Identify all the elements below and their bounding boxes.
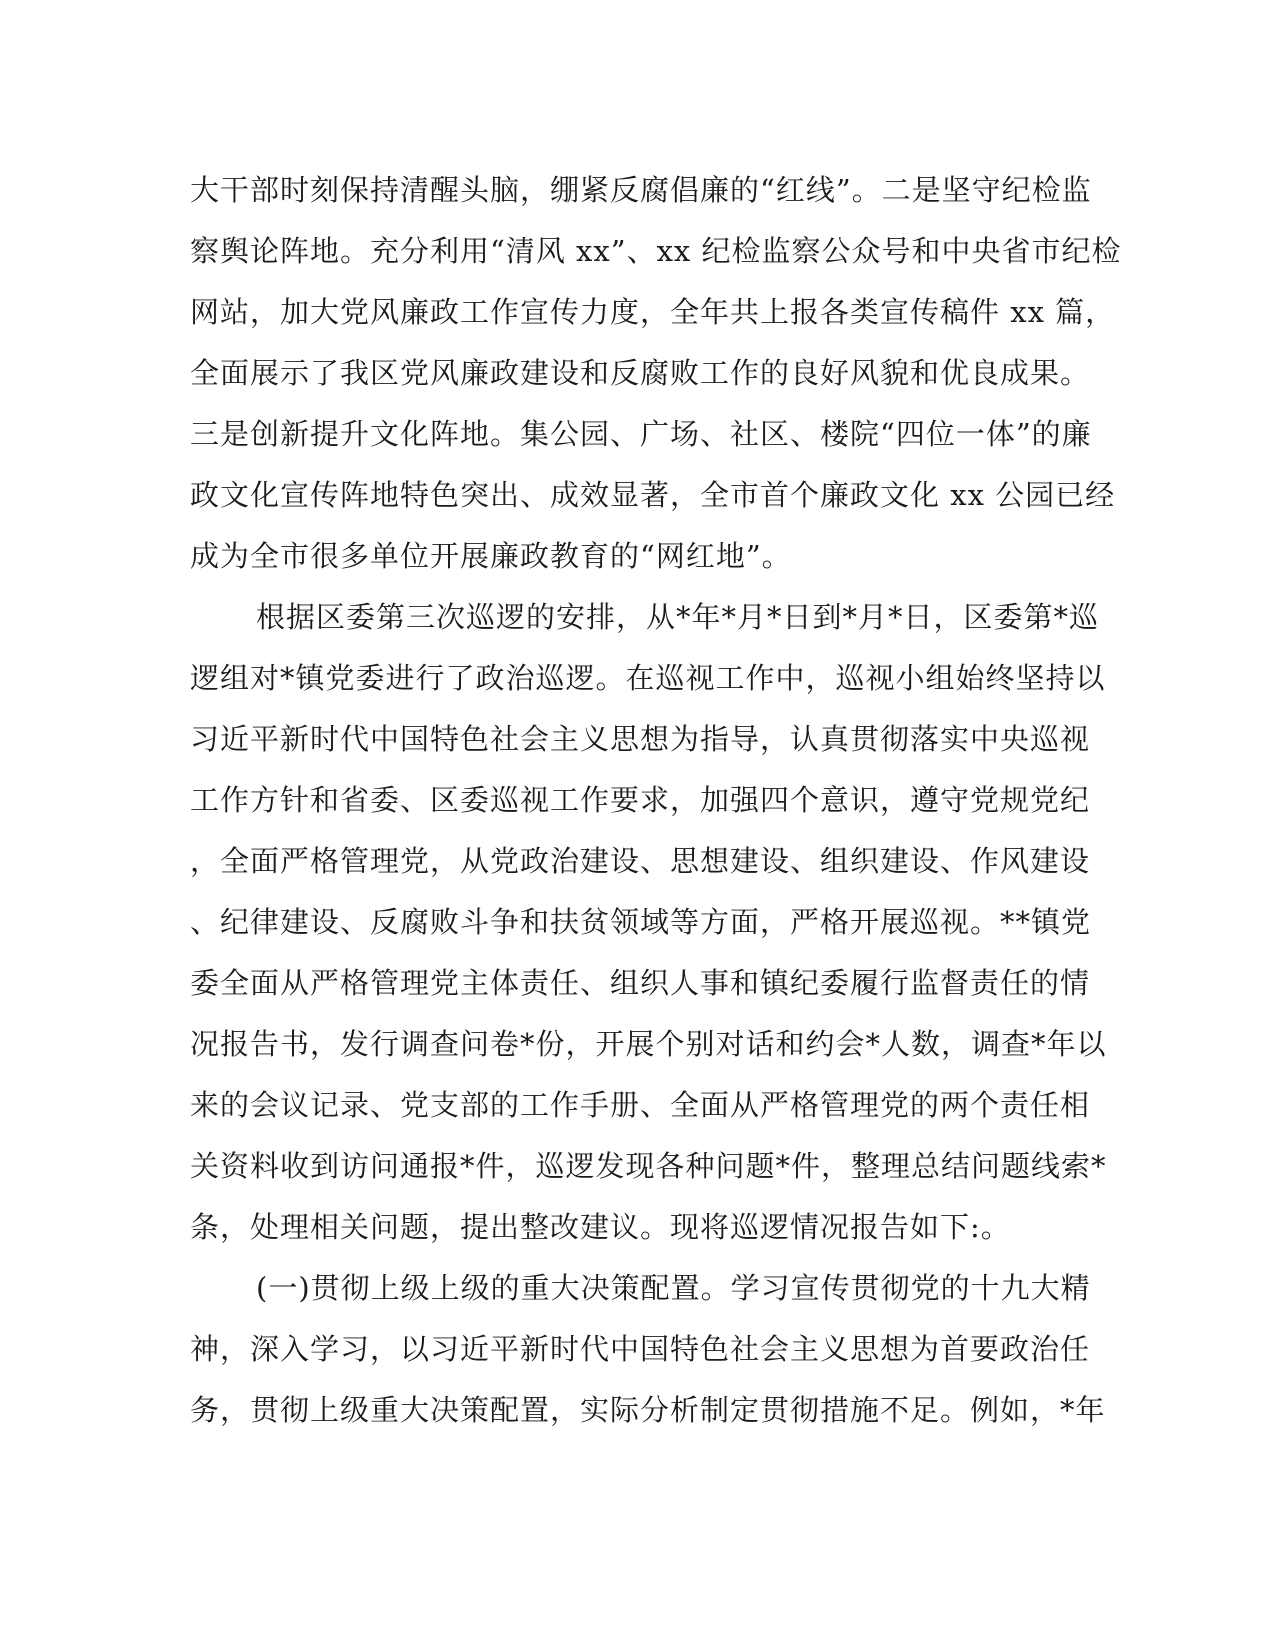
text-line: 成为全市很多单位开展廉政教育的“网红地”。	[190, 539, 792, 573]
text-line: 三是创新提升文化阵地。集公园、广场、社区、楼院“四位一体”的廉	[190, 417, 1092, 451]
text-line: 关资料收到访问通报*件，巡逻发现各种问题*件，整理总结问题线索*	[190, 1149, 1107, 1183]
paragraph-2	[190, 587, 1107, 1258]
text-line: 习近平新时代中国特色社会主义思想为指导，认真贯彻落实中央巡视	[190, 722, 1091, 756]
text-line: 根据区委第三次巡逻的安排，从*年*月*日到*月*日，区委第*巡	[256, 600, 1100, 634]
paragraph-1	[190, 160, 1122, 587]
text-line: 况报告书，发行调查问卷*份，开展个别对话和约会*人数，调查*年以	[190, 1027, 1107, 1061]
text-line: 委全面从严格管理党主体责任、组织人事和镇纪委履行监督责任的情	[190, 966, 1091, 1000]
text-line: ，全面严格管理党，从党政治建设、思想建设、组织建设、作风建设	[190, 844, 1091, 878]
text-line: 网站，加大党风廉政工作宣传力度，全年共上报各类宣传稿件 xx 篇，	[190, 295, 1116, 329]
text-line: 逻组对*镇党委进行了政治巡逻。在巡视工作中，巡视小组始终坚持以	[190, 661, 1106, 695]
text-line: 务，贯彻上级重大决策配置，实际分析制定贯彻措施不足。例如，*年	[190, 1393, 1106, 1427]
text-line: 大干部时刻保持清醒头脑，绷紧反腐倡廉的“红线”。二是坚守纪检监	[190, 173, 1092, 207]
text-line: 工作方针和省委、区委巡视工作要求，加强四个意识，遵守党规党纪	[190, 783, 1091, 817]
text-line: 全面展示了我区党风廉政建设和反腐败工作的良好风貌和优良成果。	[190, 356, 1091, 390]
text-line: 政文化宣传阵地特色突出、成效显著，全市首个廉政文化 xx 公园已经	[190, 478, 1116, 512]
text-line: 来的会议记录、党支部的工作手册、全面从严格管理党的两个责任相	[190, 1088, 1091, 1122]
text-line: 条，处理相关问题，提出整改建议。现将巡逻情况报告如下:。	[190, 1210, 1011, 1244]
text-line: 、纪律建设、反腐败斗争和扶贫领域等方面，严格开展巡视。**镇党	[190, 905, 1092, 939]
text-line: (一)贯彻上级上级的重大决策配置。学习宣传贯彻党的十九大精	[256, 1271, 1091, 1305]
text-line: 察舆论阵地。充分利用“清风 xx”、xx 纪检监察公众号和中央省市纪检	[190, 234, 1122, 268]
text-line: 神，深入学习，以习近平新时代中国特色社会主义思想为首要政治任	[190, 1332, 1091, 1366]
document-body	[190, 160, 1122, 1441]
paragraph-3	[190, 1258, 1106, 1441]
